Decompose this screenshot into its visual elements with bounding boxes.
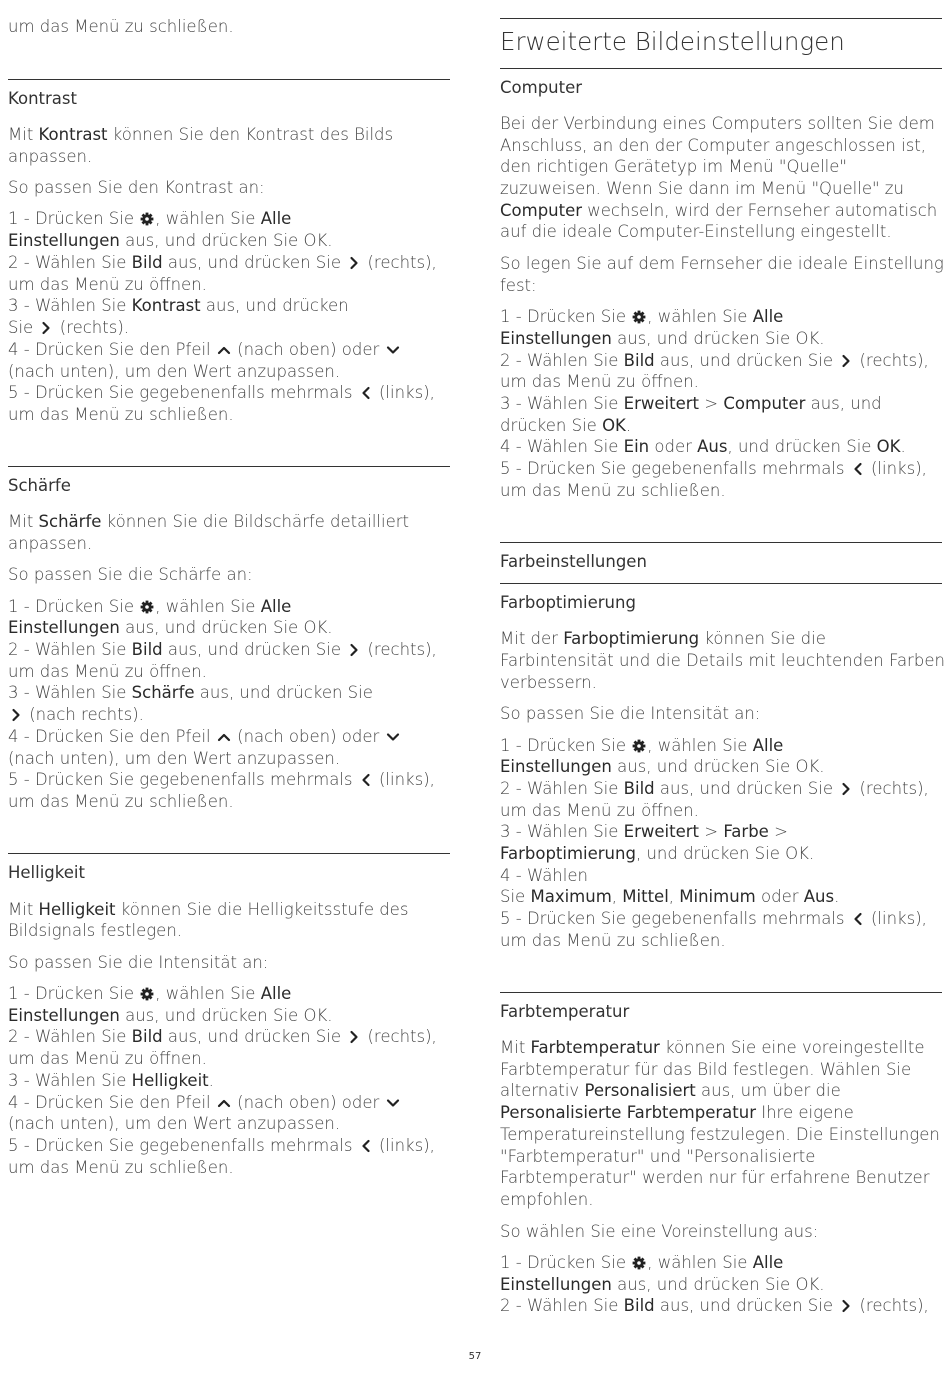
text-line: Einstellungen aus, und drücken Sie OK. (8, 231, 333, 250)
text-line: (nach rechts). (8, 704, 144, 726)
section-divider (500, 992, 942, 993)
step-5: 5 - Drücken Sie gegebenenfalls mehrmals (links), (8, 1136, 435, 1155)
text-line: Farbtemperatur für das Bild festlegen. Wählen Sie (500, 1060, 912, 1079)
text-line: um das Menü zu öffnen. (8, 662, 207, 681)
step-3: 3 - Wählen Sie Erweitert > Farbe > (500, 822, 788, 841)
step-4: 4 - Drücken Sie den Pfeil (nach oben) oder (8, 726, 401, 748)
chevron-right-icon (38, 321, 54, 335)
step-4: 4 - Wählen (500, 866, 588, 885)
text-line: So passen Sie den Kontrast an: (8, 178, 265, 197)
text-line: Temperatureinstellung festzulegen. Die Einstellungen (500, 1125, 940, 1144)
text-line: Farbtemperatur" werden nur für erfahrene Benutzer (500, 1168, 930, 1187)
step-3: 3 - Wählen Sie Kontrast aus, und drücken (8, 296, 349, 315)
text-line: Farboptimierung, und drücken Sie OK. (500, 844, 815, 863)
text-line: anpassen. (8, 147, 93, 166)
text-line: verbessern. (500, 673, 597, 692)
step-2: 2 - Wählen Sie Bild aus, und drücken Sie (rechts), (8, 253, 437, 272)
step-2: 2 - Wählen Sie Bild aus, und drücken Sie (rechts), (8, 1027, 437, 1046)
step-5: 5 - Drücken Sie gegebenenfalls mehrmals (links), (500, 909, 927, 928)
text-line: Mit Helligkeit können Sie die Helligkeitsstufe des (8, 900, 409, 919)
text-line: "Farbtemperatur" und "Personalisierte (500, 1147, 816, 1166)
section-divider (500, 583, 942, 584)
chevron-right-icon (346, 256, 362, 270)
text-line: So legen Sie auf dem Fernseher die ideale Einstellung (500, 254, 944, 273)
step-1: 1 - Drücken Sie , wählen Sie Alle (8, 597, 292, 616)
text-line: zuzuweisen. Wenn Sie dann im Menü "Quelle" zu (500, 179, 904, 198)
text-line: Einstellungen aus, und drücken Sie OK. (8, 618, 333, 637)
chevron-right-icon (8, 708, 24, 722)
step-2: 2 - Wählen Sie Bild aus, und drücken Sie (rechts), (8, 640, 437, 659)
chevron-right-icon (838, 782, 854, 796)
step-5: 5 - Drücken Sie gegebenenfalls mehrmals (links), (8, 770, 435, 789)
text-line: empfohlen. (500, 1190, 594, 1209)
text-line: um das Menü zu schließen. (500, 931, 726, 950)
step-3: 3 - Wählen Sie Helligkeit. (8, 1071, 214, 1090)
step-2: 2 - Wählen Sie Bild aus, und drücken Sie (rechts), (500, 779, 929, 798)
step-5: 5 - Drücken Sie gegebenenfalls mehrmals (links), (500, 459, 927, 478)
text-line: So passen Sie die Intensität an: (8, 953, 269, 972)
step-4: 4 - Drücken Sie den Pfeil (nach oben) oder (8, 339, 401, 361)
chevron-up-icon (216, 343, 232, 357)
chevron-left-icon (358, 1139, 374, 1153)
text-line: um das Menü zu öffnen. (8, 1049, 207, 1068)
step-1: 1 - Drücken Sie , wählen Sie Alle (8, 209, 292, 228)
text-line: Mit der Farboptimierung können Sie die (500, 629, 826, 648)
gear-icon (631, 310, 647, 324)
text-line: um das Menü zu schließen. (8, 1158, 234, 1177)
text-line: Anschluss, an den der Computer angeschlossen ist, (500, 136, 927, 155)
text-line: fest: (500, 276, 537, 295)
text-line: Einstellungen aus, und drücken Sie OK. (500, 1275, 825, 1294)
step-1: 1 - Drücken Sie , wählen Sie Alle (500, 307, 784, 326)
step-1: 1 - Drücken Sie , wählen Sie Alle (500, 736, 784, 755)
chevron-right-icon (346, 1030, 362, 1044)
gear-icon (139, 600, 155, 614)
page-number: 57 (468, 1351, 482, 1362)
chevron-up-icon (216, 730, 232, 744)
text-line: um das Menü zu schließen. (500, 481, 726, 500)
text-line: um das Menü zu schließen. (8, 792, 234, 811)
step-5: 5 - Drücken Sie gegebenenfalls mehrmals (links), (8, 383, 435, 402)
step-4: 4 - Wählen Sie Ein oder Aus, und drücken Sie OK. (500, 437, 906, 456)
section-divider (500, 68, 942, 69)
section-heading-schaerfe: Schärfe (8, 476, 71, 495)
chevron-up-icon (216, 1096, 232, 1110)
text-line: Einstellungen aus, und drücken Sie OK. (8, 1006, 333, 1025)
section-heading-helligkeit: Helligkeit (8, 863, 85, 882)
text-line: Computer wechseln, wird der Fernseher automatisch (500, 201, 938, 220)
text-line: Einstellungen aus, und drücken Sie OK. (500, 757, 825, 776)
section-divider (8, 853, 450, 854)
gear-icon (631, 1256, 647, 1270)
text-line: Sie Maximum, Mittel, Minimum oder Aus. (500, 887, 840, 906)
step-1: 1 - Drücken Sie , wählen Sie Alle (8, 984, 292, 1003)
step-2: 2 - Wählen Sie Bild aus, und drücken Sie (rechts), (500, 1296, 929, 1315)
text-line: Mit Kontrast können Sie den Kontrast des Bilds (8, 125, 394, 144)
gear-icon (631, 739, 647, 753)
text-line: Bildsignals festlegen. (8, 921, 183, 940)
text-line: auf die ideale Computer-Einstellung eingestellt. (500, 222, 892, 241)
chevron-right-icon (838, 354, 854, 368)
section-heading-farbtemperatur: Farbtemperatur (500, 1002, 630, 1021)
section-heading-farbeinstellungen: Farbeinstellungen (500, 552, 647, 571)
text-line: Einstellungen aus, und drücken Sie OK. (500, 329, 825, 348)
text-line: (nach unten), um den Wert anzupassen. (8, 1114, 341, 1133)
text-line: Mit Schärfe können Sie die Bildschärfe detailliert (8, 512, 410, 531)
section-divider (500, 18, 942, 19)
chevron-left-icon (358, 386, 374, 400)
section-divider (8, 79, 450, 80)
text-line: Personalisierte Farbtemperatur Ihre eigene (500, 1103, 854, 1122)
text-line: um das Menü zu öffnen. (500, 372, 699, 391)
text-line: Sie (rechts). (8, 318, 130, 337)
chevron-left-icon (358, 773, 374, 787)
section-heading-kontrast: Kontrast (8, 89, 77, 108)
text-line: um das Menü zu schließen. (8, 17, 234, 36)
text-line: den richtigen Gerätetyp im Menü "Quelle" (500, 157, 847, 176)
chevron-left-icon (850, 462, 866, 476)
text-line: drücken Sie OK. (500, 416, 632, 435)
text-line: Mit Farbtemperatur können Sie eine voreingestellte (500, 1038, 925, 1057)
page-title: Erweiterte Bildeinstellungen (500, 27, 845, 56)
chevron-right-icon (346, 643, 362, 657)
step-3: 3 - Wählen Sie Erweitert > Computer aus, und (500, 394, 882, 413)
text-line: alternativ Personalisiert aus, um über die (500, 1081, 841, 1100)
text-line: So passen Sie die Intensität an: (500, 704, 761, 723)
text-line: Farbintensität und die Details mit leuchtenden Farben (500, 651, 945, 670)
chevron-left-icon (850, 912, 866, 926)
chevron-right-icon (838, 1299, 854, 1313)
text-line: um das Menü zu schließen. (8, 405, 234, 424)
section-heading-computer: Computer (500, 78, 583, 97)
text-line: (nach unten), um den Wert anzupassen. (8, 362, 341, 381)
step-2: 2 - Wählen Sie Bild aus, und drücken Sie (rechts), (500, 351, 929, 370)
section-divider (500, 542, 942, 543)
text-line: So wählen Sie eine Voreinstellung aus: (500, 1222, 819, 1241)
section-divider (8, 466, 450, 467)
step-1: 1 - Drücken Sie , wählen Sie Alle (500, 1253, 784, 1272)
gear-icon (139, 987, 155, 1001)
text-line: So passen Sie die Schärfe an: (8, 565, 253, 584)
section-heading-farboptimierung: Farboptimierung (500, 593, 636, 612)
step-4: 4 - Drücken Sie den Pfeil (nach oben) oder (8, 1092, 401, 1114)
text-line: anpassen. (8, 534, 93, 553)
chevron-down-icon (385, 1096, 401, 1110)
text-line: um das Menü zu öffnen. (8, 275, 207, 294)
gear-icon (139, 212, 155, 226)
text-line: um das Menü zu öffnen. (500, 801, 699, 820)
step-3: 3 - Wählen Sie Schärfe aus, und drücken Sie (8, 683, 373, 702)
text-line: (nach unten), um den Wert anzupassen. (8, 749, 341, 768)
text-line: Bei der Verbindung eines Computers sollten Sie dem (500, 114, 935, 133)
chevron-down-icon (385, 343, 401, 357)
chevron-down-icon (385, 730, 401, 744)
